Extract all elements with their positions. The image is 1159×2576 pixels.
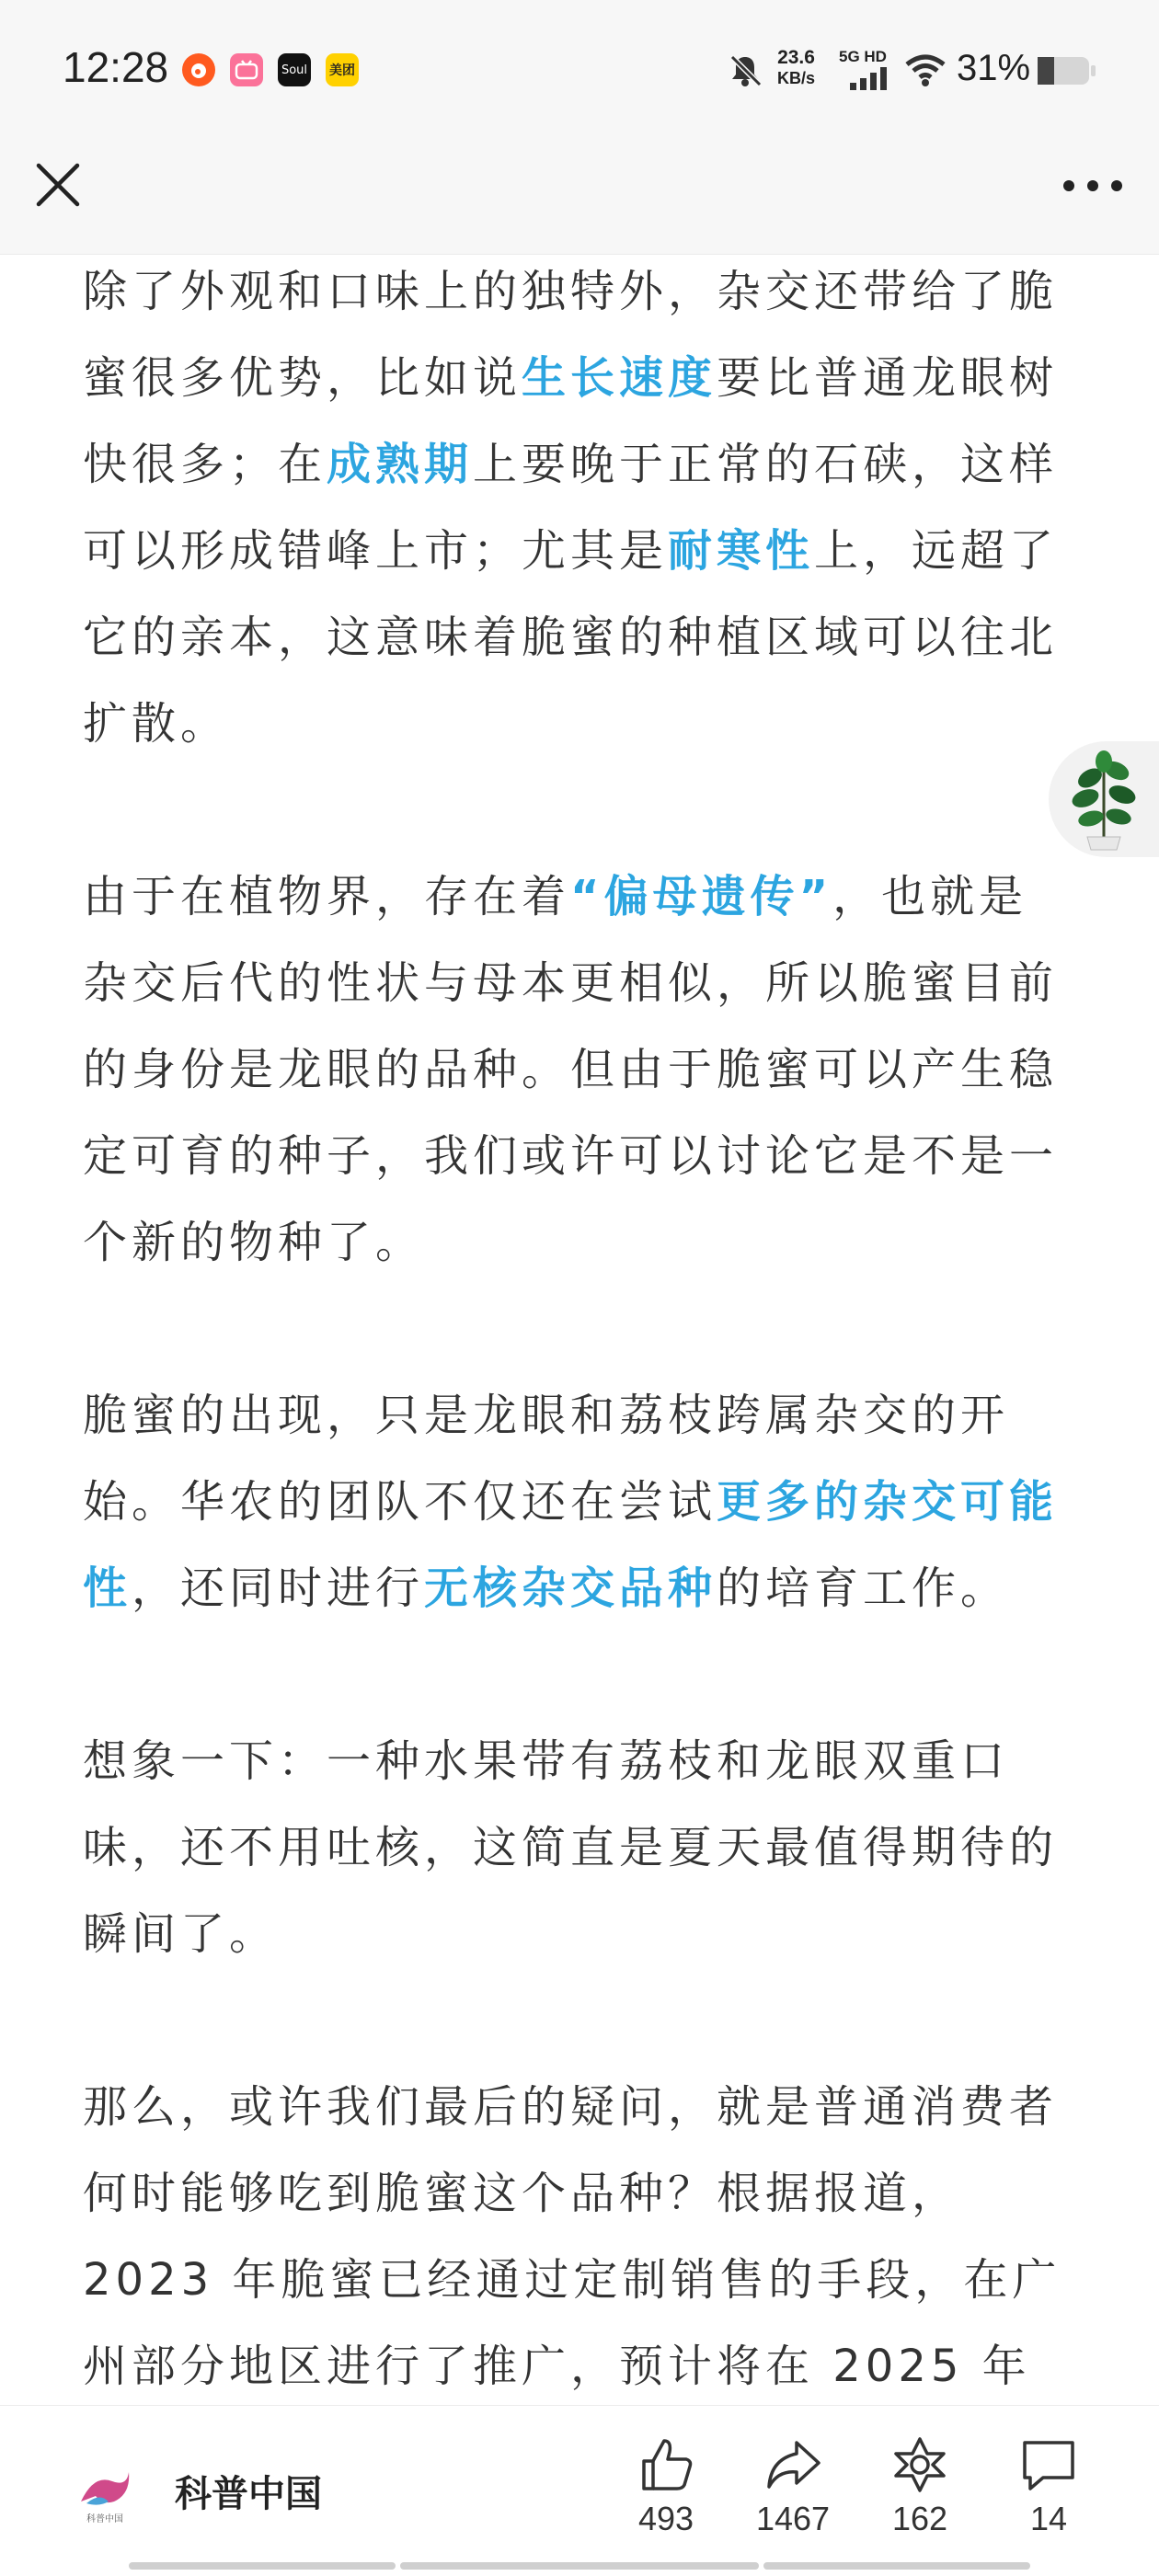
- kepu-logo-icon: [72, 2465, 138, 2531]
- meituan-app-icon: 美团: [326, 53, 359, 86]
- floating-plant-widget[interactable]: [1049, 741, 1159, 857]
- paragraph-text: ，也就是杂交后代的性状与母本更相似，所以脆蜜目前的身份是龙眼的品种。但由于脆蜜可以产生稳定可育的种子，我们或许可以讨论它是不是一个新的物种了。: [83, 871, 1059, 1268]
- share-icon: [763, 2435, 822, 2494]
- more-button[interactable]: [1063, 175, 1122, 197]
- article-paragraph: [83, 1372, 1076, 1631]
- paragraph-text: 上要晚于正常的石硖，这样可以形成错峰上市；尤其是: [83, 439, 1059, 577]
- share-button[interactable]: [738, 2435, 848, 2538]
- net-speed: 23.6 KB/s: [777, 47, 816, 87]
- comment-count: 14: [1029, 2500, 1068, 2537]
- wifi-icon: [905, 53, 946, 86]
- highlighted-keyword[interactable]: 无核杂交品种: [424, 1563, 717, 1614]
- paragraph-text: ，还同时进行: [132, 1563, 425, 1614]
- paragraph-text: 那么，或许我们最后的疑问，就是普通消费者何时能够吃到脆蜜这个品种？根据报道，2023 年脆蜜已经通过定制销售的手段，在广州部分地区进行了推广，预计将在 2025 年: [83, 2081, 1061, 2392]
- thumbs-up-icon: [637, 2435, 695, 2494]
- paragraph-text: 脆蜜的出现，只是龙眼和荔枝跨属杂交的开始。华农的团队不仅还在尝试: [83, 1390, 1010, 1528]
- highlighted-keyword[interactable]: 生长速度: [522, 352, 717, 404]
- highlighted-keyword[interactable]: “偏母遗传”: [570, 871, 833, 922]
- highlighted-keyword[interactable]: 耐寒性: [668, 525, 815, 577]
- bilibili-app-icon: [230, 53, 263, 86]
- article-paragraph: [83, 248, 1076, 767]
- more-icon-dot: [1111, 180, 1122, 191]
- status-bar: [0, 0, 1159, 147]
- article-paragraph: [83, 1718, 1076, 1977]
- comment-icon: [1019, 2435, 1078, 2494]
- weibo-app-icon: [182, 53, 215, 86]
- nav-indicator-left: [129, 2562, 396, 2570]
- close-button[interactable]: [35, 162, 81, 208]
- share-count: 1467: [755, 2500, 831, 2537]
- signal-icon: [848, 66, 890, 90]
- article-paragraph: [83, 853, 1076, 1286]
- paragraph-text: 除了外观和口味上的独特外，杂交还带给了脆蜜很多优势，比如说: [83, 266, 1059, 404]
- favorite-count: 162: [891, 2500, 948, 2537]
- battery-icon: [1038, 57, 1089, 85]
- paragraph-text: 上，远超了它的亲本，这意味着脆蜜的种植区域可以往北扩散。: [83, 525, 1059, 750]
- nav-indicator-right: [763, 2562, 1030, 2570]
- soul-app-icon: Soul: [278, 53, 311, 86]
- mute-icon: [727, 52, 763, 88]
- paragraph-text: 要比普通龙眼树快很多；在: [83, 352, 1059, 490]
- author-name[interactable]: 科普中国: [175, 2473, 322, 2515]
- bottom-action-bar: [0, 2405, 1159, 2576]
- plant-icon: [1049, 741, 1159, 857]
- highlighted-keyword[interactable]: 更多的杂交可能性: [83, 1476, 1059, 1614]
- comment-button[interactable]: [993, 2435, 1104, 2538]
- like-button[interactable]: [611, 2435, 721, 2538]
- kepu-china-logo[interactable]: [72, 2465, 138, 2531]
- like-count: 493: [637, 2500, 694, 2537]
- favorite-button[interactable]: [865, 2435, 975, 2538]
- battery-tip: [1091, 65, 1096, 76]
- highlighted-keyword[interactable]: 成熟期: [327, 439, 474, 490]
- more-icon-dot: [1063, 180, 1074, 191]
- close-icon: [35, 162, 81, 208]
- battery-percent: 31%: [957, 48, 1031, 88]
- paragraph-text: 由于在植物界，存在着: [83, 871, 571, 922]
- paragraph-text: 想象一下：一种水果带有荔枝和龙眼双重口味，还不用吐核，这简直是夏天最值得期待的瞬间了。: [83, 1735, 1059, 1960]
- article-header: [0, 147, 1159, 255]
- network-type: 5G HD: [839, 48, 887, 65]
- paragraph-text: 的培育工作。: [717, 1563, 1010, 1614]
- article-body: [83, 248, 1076, 2405]
- status-time: 12:28: [63, 43, 169, 91]
- more-icon-dot: [1087, 180, 1098, 191]
- logo-text: 科普中国: [86, 2514, 123, 2524]
- nav-indicator-center: [400, 2562, 759, 2570]
- favorite-icon: [890, 2435, 949, 2494]
